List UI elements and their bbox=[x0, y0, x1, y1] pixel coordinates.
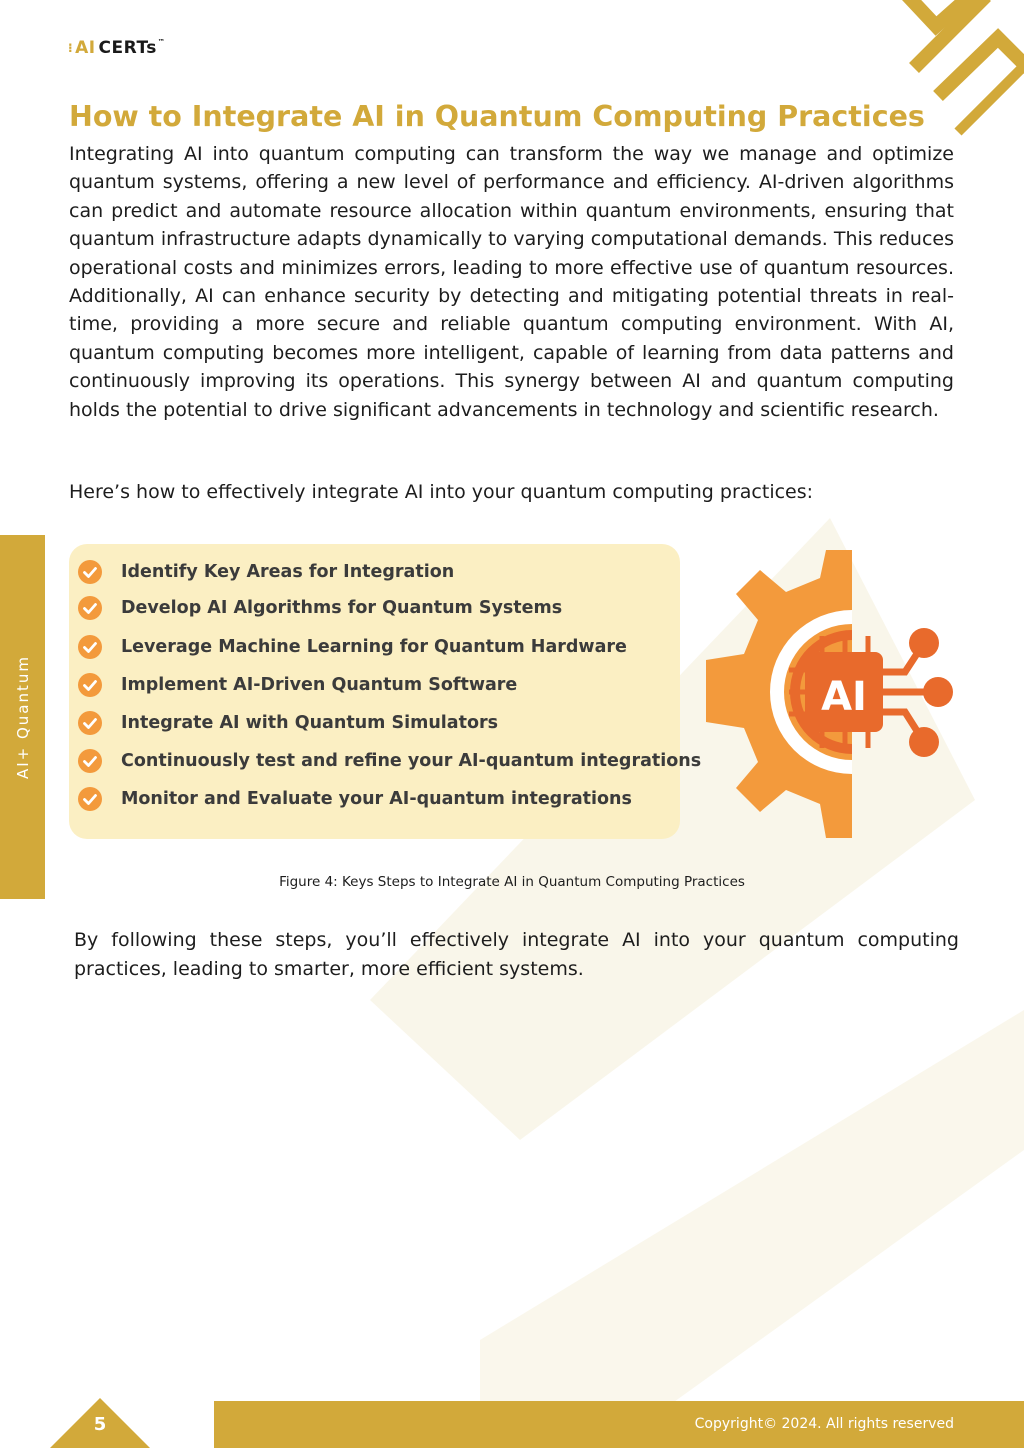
step-item bbox=[77, 671, 517, 699]
check-circle-icon bbox=[77, 786, 103, 812]
brand-logo bbox=[68, 38, 165, 58]
logo-ai-text: AI bbox=[75, 38, 96, 58]
logo-certs-text: CERTs bbox=[98, 38, 157, 58]
step-label: Leverage Machine Learning for Quantum Hardware bbox=[121, 637, 627, 657]
footer-bar bbox=[214, 1401, 1024, 1448]
check-circle-icon bbox=[77, 559, 103, 585]
step-label: Develop AI Algorithms for Quantum Systems bbox=[121, 598, 563, 618]
side-tab-label: AI+ Quantum bbox=[13, 654, 32, 780]
steps-list bbox=[69, 544, 702, 839]
step-item bbox=[77, 594, 562, 622]
side-tab bbox=[0, 535, 45, 899]
check-circle-icon bbox=[77, 672, 103, 698]
step-item bbox=[77, 747, 701, 775]
intro-text: Here’s how to effectively integrate AI into your quantum computing practices: bbox=[69, 481, 814, 503]
check-circle-icon bbox=[77, 595, 103, 621]
step-label: Monitor and Evaluate your AI-quantum integrations bbox=[121, 789, 632, 809]
check-circle-icon bbox=[77, 634, 103, 660]
closing-paragraph: By following these steps, you’ll effectively integrate AI into your quantum computing practices, leading to smarter, more efficient systems. bbox=[74, 929, 959, 980]
check-circle-icon bbox=[77, 710, 103, 736]
logo-mark-icon: ⁝ bbox=[68, 41, 74, 55]
copyright-text: Copyright© 2024. All rights reserved bbox=[694, 1416, 954, 1432]
step-item bbox=[77, 633, 627, 661]
step-label: Identify Key Areas for Integration bbox=[121, 562, 455, 582]
step-label: Continuously test and refine your AI-quantum integrations bbox=[121, 751, 702, 771]
page-number: 5 bbox=[93, 1414, 107, 1435]
step-item bbox=[77, 558, 454, 586]
logo-trademark: ™ bbox=[157, 38, 166, 46]
step-item bbox=[77, 709, 498, 737]
body-paragraph: Integrating AI into quantum computing can transform the way we manage and optimize quantum systems, offering a new level of performance and efficiency. AI-driven algorithms can predict and automate resource allocation within quantum environments, ensuring that quantum infrastructure adapts dynamically to varying computational demands. This reduces operational costs and minimizes errors, leading to more effective use of quantum resources. Additionally, AI can enhance security by detecting and mitigating potential threats in real-time, providing a more secure and reliable quantum computing environment. With AI, quantum computing becomes more intelligent, capable of learning from data patterns and continuously improving its operations. This synergy between AI and quantum computing holds the potential to drive significant advancements in technology and scientific research. bbox=[69, 143, 954, 421]
chip-label: AI bbox=[821, 674, 867, 720]
page-heading: How to Integrate AI in Quantum Computing Practices bbox=[69, 100, 925, 133]
ai-gear-chip-icon bbox=[700, 548, 958, 840]
check-circle-icon bbox=[77, 748, 103, 774]
step-label: Implement AI-Driven Quantum Software bbox=[121, 675, 518, 695]
step-item bbox=[77, 785, 632, 813]
step-label: Integrate AI with Quantum Simulators bbox=[121, 713, 499, 733]
figure-caption: Figure 4: Keys Steps to Integrate AI in Quantum Computing Practices bbox=[279, 874, 745, 890]
